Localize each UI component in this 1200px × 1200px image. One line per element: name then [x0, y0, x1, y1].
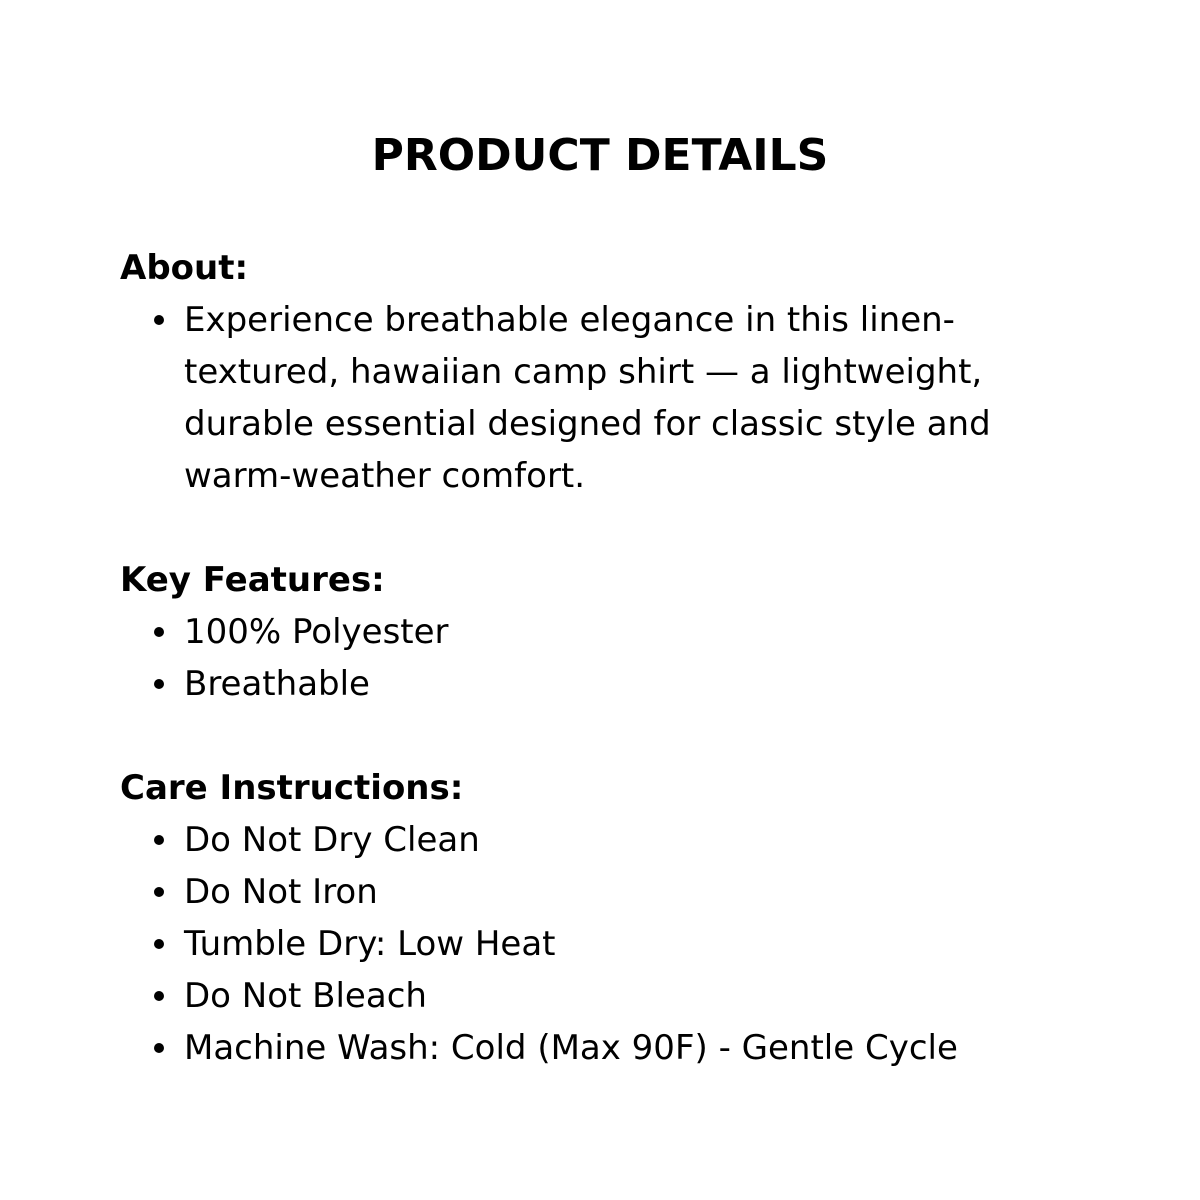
bullet-icon — [154, 835, 164, 845]
feature-text: Breathable — [184, 664, 370, 704]
bullet-icon — [154, 887, 164, 897]
list-item — [120, 1022, 1080, 1074]
care-text: Do Not Bleach — [184, 976, 427, 1016]
care-instructions-heading: Care Instructions: — [120, 768, 464, 808]
care-instructions-list — [120, 814, 1080, 1074]
about-text: Experience breathable elegance in this linen-textured, hawaiian camp shirt — a lightweight, durable essential designed for classic style and warm-weather comfort. — [184, 300, 991, 496]
about-heading: About: — [120, 248, 249, 288]
key-features-list — [120, 606, 1080, 710]
key-features-section — [120, 554, 1080, 710]
key-features-heading: Key Features: — [120, 560, 385, 600]
care-text: Tumble Dry: Low Heat — [184, 924, 556, 964]
bullet-icon — [154, 939, 164, 949]
care-text: Do Not Dry Clean — [184, 820, 480, 860]
bullet-icon — [154, 679, 164, 689]
list-item — [120, 294, 1080, 502]
care-text: Machine Wash: Cold (Max 90F) - Gentle Cycle — [184, 1028, 958, 1068]
care-text: Do Not Iron — [184, 872, 378, 912]
about-list — [120, 294, 1080, 502]
bullet-icon — [154, 315, 164, 325]
list-item — [120, 866, 1080, 918]
bullet-icon — [154, 627, 164, 637]
list-item — [120, 970, 1080, 1022]
list-item — [120, 918, 1080, 970]
bullet-icon — [154, 1043, 164, 1053]
list-item — [120, 814, 1080, 866]
feature-text: 100% Polyester — [184, 612, 449, 652]
care-instructions-section — [120, 762, 1080, 1074]
list-item — [120, 606, 1080, 658]
about-section — [120, 242, 1080, 502]
bullet-icon — [154, 991, 164, 1001]
page-title: PRODUCT DETAILS — [371, 130, 829, 181]
list-item — [120, 658, 1080, 710]
